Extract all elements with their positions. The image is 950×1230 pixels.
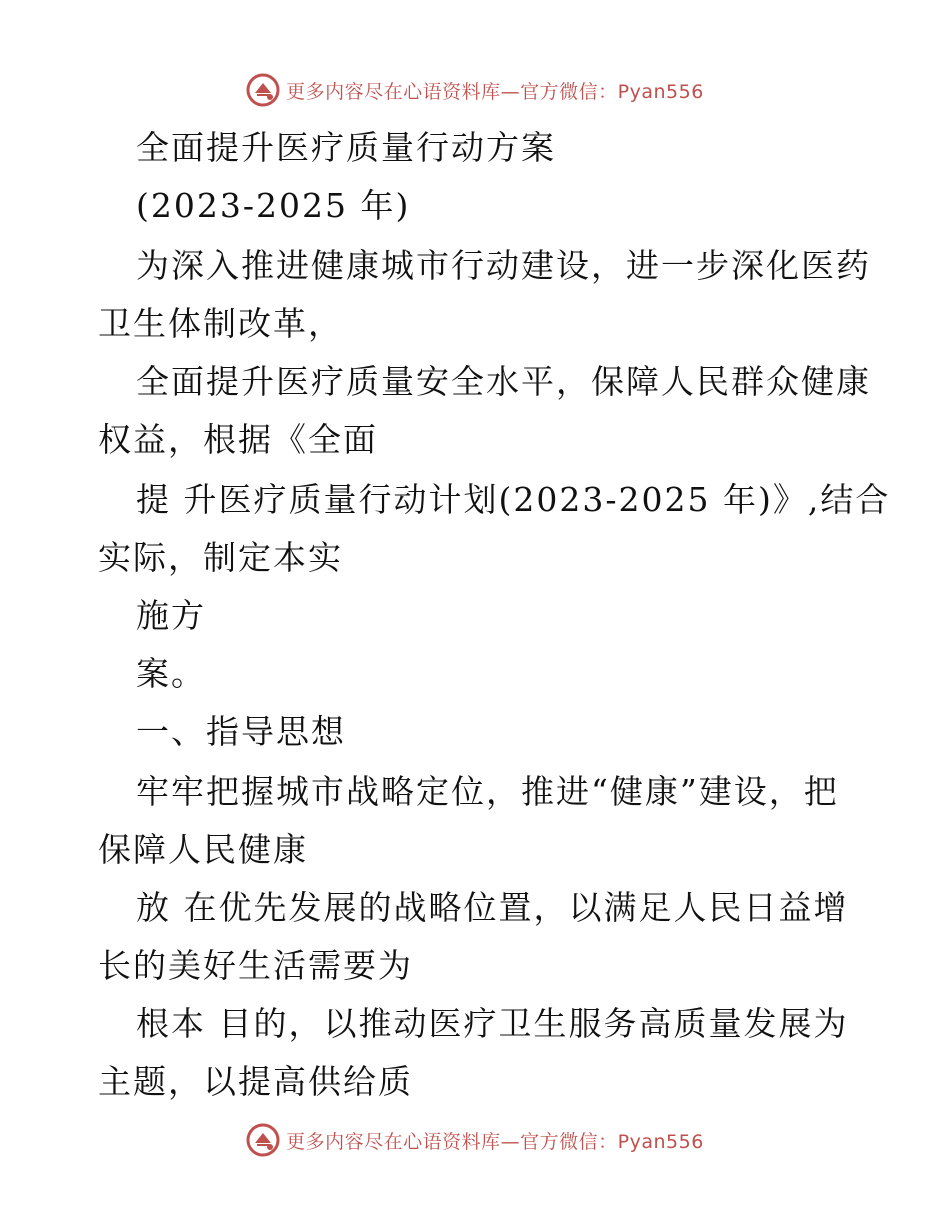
paragraph-line: 卫生体制改革， bbox=[98, 304, 343, 343]
paragraph-line: 施方 bbox=[136, 596, 206, 635]
paragraph-line: 主题，以提高供给质 bbox=[98, 1062, 413, 1101]
book-logo-icon bbox=[246, 73, 280, 107]
paragraph-line: 牢牢把握城市战略定位，推进“健康”建设，把 bbox=[136, 772, 839, 811]
paragraph-line: 根本 目的，以推动医疗卫生服务高质量发展为 bbox=[136, 1004, 849, 1043]
paragraph-line: 实际，制定本实 bbox=[98, 538, 343, 577]
doc-title: 全面提升医疗质量行动方案 bbox=[136, 128, 556, 167]
paragraph-line: 案。 bbox=[136, 654, 206, 693]
paragraph-line: 全面提升医疗质量安全水平，保障人民群众健康 bbox=[136, 362, 871, 401]
banner-text: 更多内容尽在心语资料库—官方微信：Pyan556 bbox=[286, 1130, 704, 1153]
footer-banner bbox=[0, 1120, 950, 1160]
book-logo-icon bbox=[246, 1123, 280, 1157]
banner-text: 更多内容尽在心语资料库—官方微信：Pyan556 bbox=[286, 80, 704, 103]
paragraph-line: 保障人民健康 bbox=[98, 830, 308, 869]
paragraph-line: 权益，根据《全面 bbox=[98, 420, 378, 459]
doc-subtitle-years: (2023-2025 年) bbox=[136, 186, 411, 225]
section-heading: 一、指导思想 bbox=[136, 712, 346, 751]
paragraph-line: 长的美好生活需要为 bbox=[98, 946, 413, 985]
paragraph-line: 提 升医疗质量行动计划(2023-2025 年)》,结合 bbox=[136, 480, 891, 519]
paragraph-line: 为深入推进健康城市行动建设，进一步深化医药 bbox=[136, 246, 871, 285]
paragraph-line: 放 在优先发展的战略位置，以满足人民日益增 bbox=[136, 888, 849, 927]
header-banner bbox=[0, 70, 950, 110]
